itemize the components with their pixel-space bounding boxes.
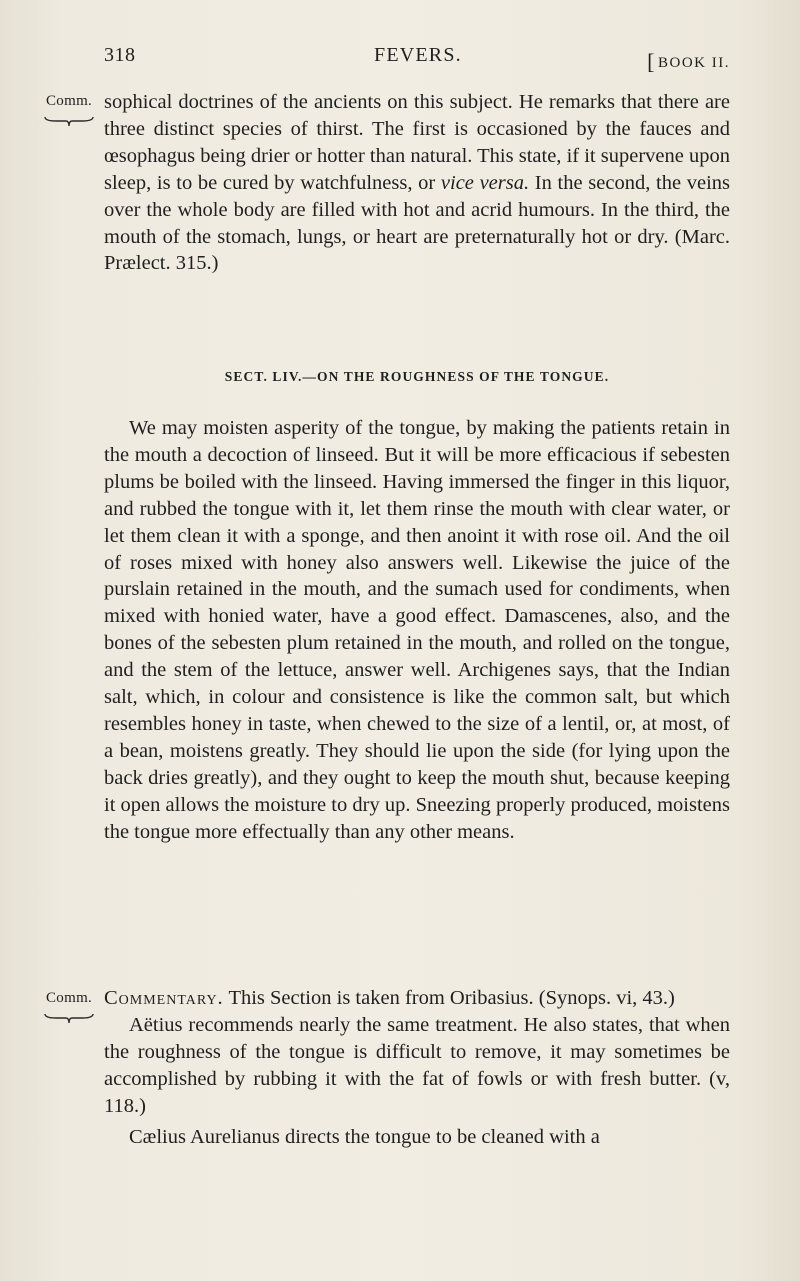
- section-paragraph: We may moisten asperity of the tongue, by making the patients retain in the mouth a decoction of linseed. But it will be more efficacious if sebesten plums be boiled with the linseed. Having immersed the finger in this liquor, and rubbed the tongue with it, let them rinse the mouth with clear water, or let them clean it with a sponge, and then anoint it with rose oil. And the oil of roses mixed with honey also answers well. Likewise the juice of the purslain retained in the mouth, and the sumach used for condiments, when mixed with honied water, have a good effect. Damascenes, also, and the bones of the sebesten plum retained in the mouth, and rolled on the tongue, and the stem of the lettuce, answer well. Archigenes says, that the Indian salt, which, in colour and consistence is like the common salt, but which resembles honey in taste, when chewed to the size of a lentil, or, at most, of a bean, moistens greatly. They should lie upon the side (for lying upon the back dries greatly), and they ought to keep the mouth shut, because keeping it open allows the moisture to dry up. Sneezing properly produced, moistens the tongue more effectually than any other means.: [104, 417, 730, 843]
- section-heading: SECT. LIV.—ON THE ROUGHNESS OF THE TONGUE.: [224, 369, 610, 384]
- book-number: BOOK II.: [658, 55, 730, 71]
- text-run: This Section is taken from Oribasius. (Synops. vi, 43.): [223, 987, 675, 1009]
- page-number: 318: [104, 44, 136, 66]
- running-head: [104, 44, 730, 74]
- margin-note-label: Comm.: [46, 990, 93, 1006]
- commentary-block: [104, 985, 730, 1150]
- commentary-paragraph: [104, 985, 730, 1012]
- margin-note-comm: [46, 93, 92, 110]
- commentary-paragraph: Cælius Aurelianus directs the tongue to be cleaned with a: [129, 1125, 600, 1148]
- margin-note-label: Comm.: [46, 93, 93, 109]
- commentary-label: Commentary.: [104, 987, 224, 1009]
- margin-note-comm: [46, 990, 92, 1007]
- running-title: FEVERS.: [374, 44, 462, 66]
- italic-phrase: vice versa.: [440, 171, 530, 194]
- paragraph-text: [104, 89, 730, 277]
- section-body: [104, 415, 730, 846]
- text-run: sophical doctrines of the ancients on this subject. He remarks that there are three distinct species of thirst. The first is occasioned by the fauces and œsophagus being drier or hotter than natural. This state, if it supervene upon sleep, is to be cured by watchfulness, or: [104, 91, 730, 194]
- text-run: In the second, the veins over the whole body are filled with hot and acrid humours. In the third, the mouth of the stomach, lungs, or heart are preternaturally hot or dry. (Marc. Prælect. 315.): [104, 171, 730, 275]
- margin-brace-icon: [44, 1012, 94, 1024]
- book-bracket: [: [647, 49, 656, 74]
- continued-paragraph: [104, 89, 730, 277]
- book-label: [647, 44, 730, 73]
- margin-brace-icon: [44, 115, 94, 127]
- commentary-paragraph: Aëtius recommends nearly the same treatment. He also states, that when the roughness of the tongue is difficult to remove, it may sometimes be accomplished by rubbing it with the fat of fowls or with fresh butter. (v, 118.): [104, 1013, 730, 1117]
